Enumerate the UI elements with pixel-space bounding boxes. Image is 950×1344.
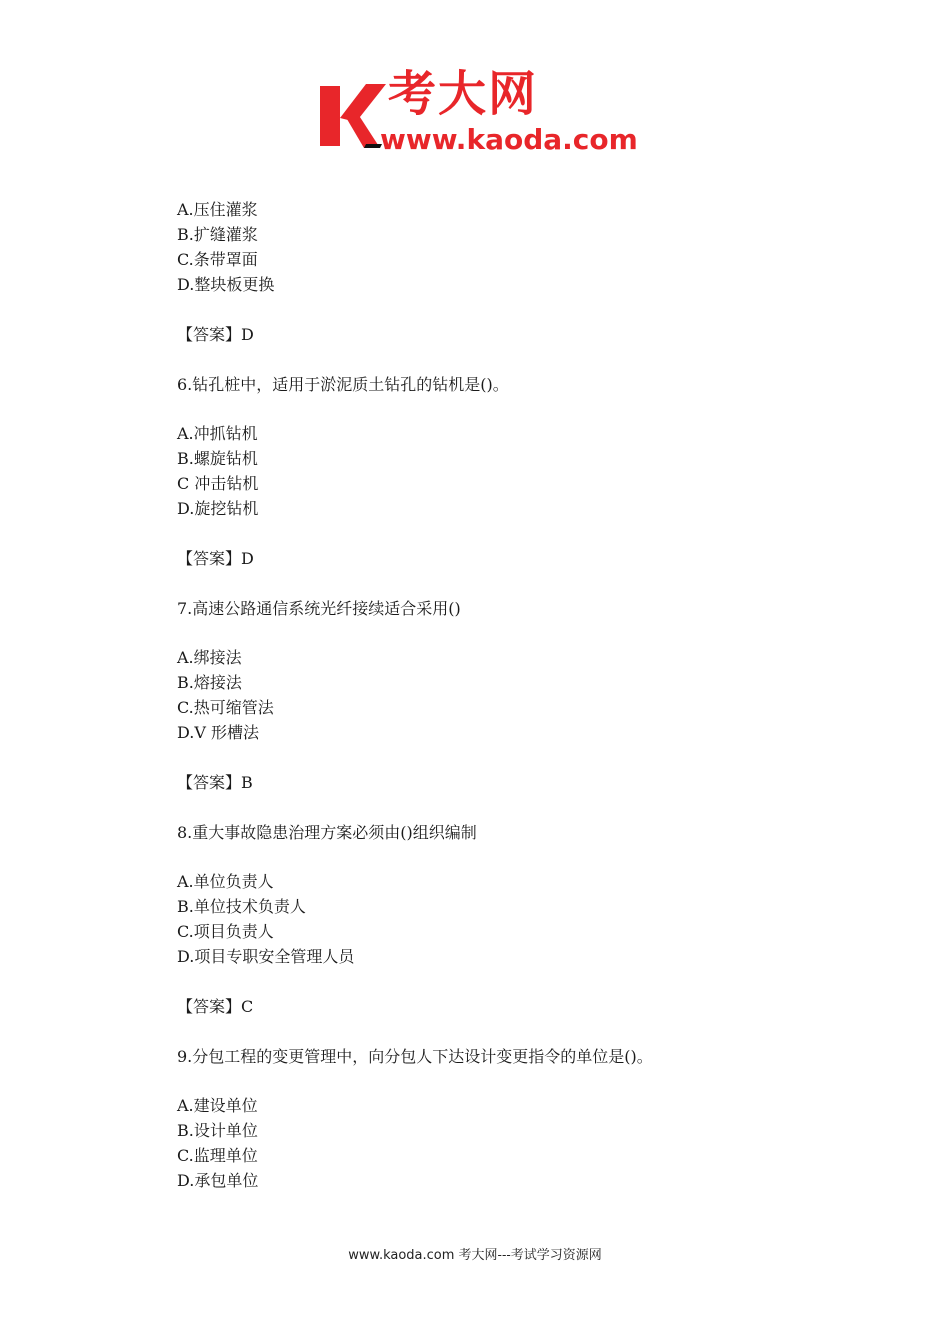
page-footer [0,1247,950,1265]
option-d: D.项目专职安全管理人员 [177,947,355,966]
option-c: C.条带罩面 [177,250,258,269]
option-a: A.绑接法 [177,648,242,667]
logo-url: www.kaoda.com [380,123,638,156]
footer-url[interactable]: www.kaoda.com [348,1248,455,1263]
question-8: 8.重大事故隐患治理方案必须由()组织编制 [177,823,477,842]
question-9: 9.分包工程的变更管理中，向分包人下达设计变更指令的单位是()。 [177,1047,653,1066]
option-d: D.旋挖钻机 [177,499,259,518]
option-b: B.单位技术负责人 [177,897,306,916]
answer: 【答案】D [177,549,254,568]
footer-text: 考大网---考试学习资源网 [454,1248,602,1263]
option-a: A.单位负责人 [177,872,274,891]
answer: 【答案】D [177,325,254,344]
logo-brand-name: 考大网 [388,66,539,122]
answer: 【答案】B [177,773,253,792]
option-b: B.螺旋钻机 [177,449,258,468]
option-d: D.整块板更换 [177,275,275,294]
option-d: D.承包单位 [177,1171,259,1190]
option-c: C.监理单位 [177,1146,258,1165]
option-b: B.熔接法 [177,673,242,692]
option-b: B.扩缝灌浆 [177,225,258,244]
option-d: D.V 形槽法 [177,723,259,742]
option-c: C.项目负责人 [177,922,274,941]
answer: 【答案】C [177,997,254,1016]
option-c: C 冲击钻机 [177,474,259,493]
k-logo-icon [318,74,388,154]
option-c: C.热可缩管法 [177,698,274,717]
option-a: A.建设单位 [177,1096,258,1115]
site-logo [318,66,640,160]
question-7: 7.高速公路通信系统光纤接续适合采用() [177,599,461,618]
question-6: 6.钻孔桩中，适用于淤泥质土钻孔的钻机是()。 [177,375,509,394]
option-a: A.冲抓钻机 [177,424,258,443]
option-b: B.设计单位 [177,1121,258,1140]
option-a: A.压住灌浆 [177,200,258,219]
